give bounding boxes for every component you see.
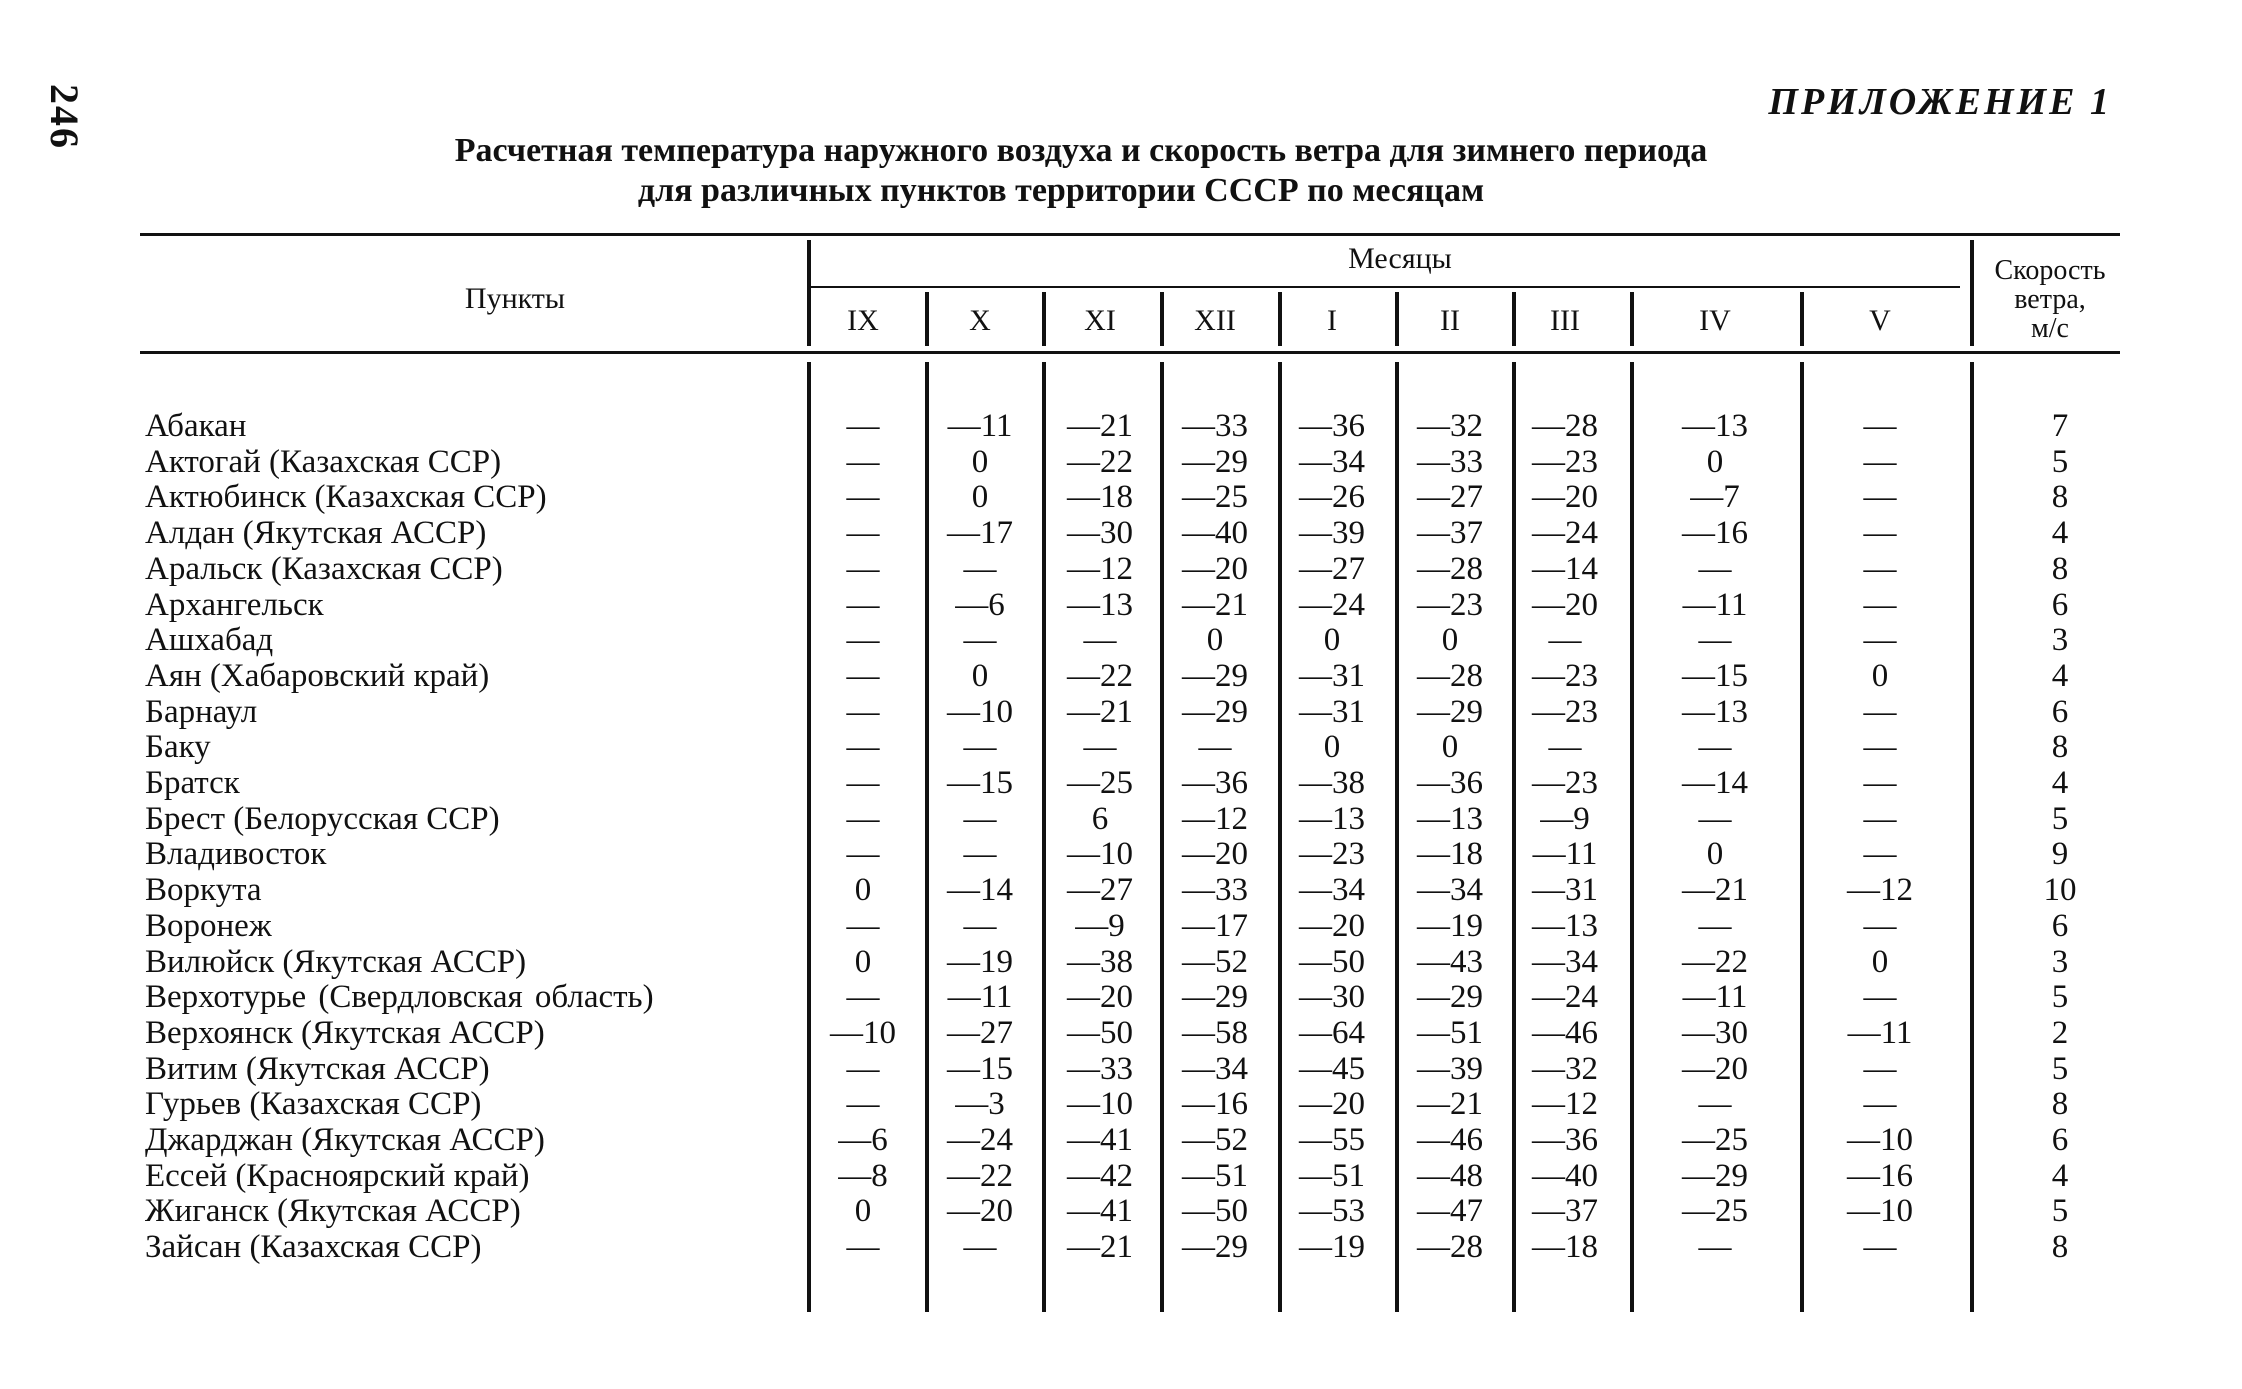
row-point-name: Архангельск — [145, 586, 324, 623]
temperature-cell: —15 — [1682, 657, 1748, 694]
row-point-name: Верхотурье (Свердловская область) — [145, 979, 654, 1016]
temperature-cell: —55 — [1299, 1122, 1365, 1158]
temperature-cell: —21 — [1067, 1229, 1133, 1266]
temperature-cell: —30 — [1067, 515, 1133, 552]
temperature-cell: —18 — [1417, 836, 1483, 873]
wind-speed-cell: 2 — [2051, 1014, 2069, 1051]
temperature-cell: —12 — [1847, 872, 1913, 909]
header-bottom-rule — [140, 351, 2120, 354]
temperature-cell: —16 — [1682, 515, 1748, 552]
temperature-cell: —23 — [1532, 657, 1598, 694]
temperature-cell: —41 — [1067, 1193, 1133, 1230]
temperature-cell: —13 — [1682, 408, 1748, 444]
temperature-cell: —14 — [1532, 550, 1598, 587]
months-header-rule — [810, 286, 1960, 288]
temperature-cell: —19 — [1299, 1229, 1365, 1266]
temperature-cell: 6 — [1091, 800, 1109, 837]
header-column-divider — [1970, 240, 1974, 346]
temperature-cell: —33 — [1417, 443, 1483, 480]
temperature-cell: —33 — [1182, 408, 1248, 444]
temperature-cell: —20 — [947, 1193, 1013, 1230]
temperature-cell: —20 — [1182, 550, 1248, 587]
row-point-name: Ашхабад — [145, 622, 274, 659]
wind-speed-cell: 10 — [2043, 872, 2077, 909]
temperature-cell: 0 — [1871, 657, 1889, 694]
temperature-cell: — — [846, 729, 880, 766]
row-point-name: Барнаул — [145, 693, 258, 730]
temperature-cell: —12 — [1532, 1086, 1598, 1123]
temperature-cell: —6 — [955, 586, 1005, 623]
temperature-cell: —41 — [1067, 1122, 1133, 1158]
temperature-cell: —36 — [1182, 765, 1248, 801]
temperature-cell: —29 — [1682, 1157, 1748, 1194]
temperature-cell: —11 — [1682, 979, 1748, 1016]
temperature-cell: —29 — [1417, 693, 1483, 730]
header-points: Пункты — [464, 282, 566, 315]
temperature-cell: —10 — [830, 1014, 896, 1051]
temperature-cell: —10 — [1067, 1086, 1133, 1123]
temperature-cell: —21 — [1067, 693, 1133, 730]
wind-speed-cell: 7 — [2051, 408, 2069, 444]
temperature-cell: —37 — [1532, 1193, 1598, 1230]
temperature-cell: 0 — [854, 943, 872, 980]
temperature-cell: — — [1698, 622, 1732, 659]
temperature-cell: —22 — [1067, 443, 1133, 480]
temperature-cell: —17 — [1182, 907, 1248, 944]
month-header-iv: IV — [1699, 304, 1731, 337]
temperature-cell: — — [1863, 1229, 1897, 1266]
temperature-cell: — — [1863, 408, 1897, 444]
temperature-cell: —36 — [1417, 765, 1483, 801]
temperature-cell: —25 — [1067, 765, 1133, 801]
temperature-cell: — — [963, 800, 997, 837]
temperature-cell: — — [1698, 1229, 1732, 1266]
temperature-cell: — — [963, 907, 997, 944]
temperature-cell: —23 — [1417, 586, 1483, 623]
temperature-cell: — — [1863, 443, 1897, 480]
row-point-name: Баку — [145, 729, 211, 766]
temperature-cell: —22 — [947, 1157, 1013, 1194]
row-point-name: Воркута — [145, 872, 262, 909]
row-point-name: Актюбинск (Казахская ССР) — [145, 479, 547, 516]
temperature-cell: — — [846, 657, 880, 694]
header-speed-line2: ветра, — [2014, 284, 2086, 315]
header-speed-line3: м/с — [2031, 313, 2069, 344]
header-column-divider — [925, 292, 929, 346]
temperature-cell: —29 — [1417, 979, 1483, 1016]
wind-speed-cell: 5 — [2051, 800, 2069, 837]
temperature-cell: —27 — [1417, 479, 1483, 516]
header-column-divider — [1395, 292, 1399, 346]
row-point-name: Жиганск (Якутская АССР) — [145, 1193, 521, 1230]
temperature-cell: 0 — [971, 479, 989, 516]
temperature-cell: — — [1863, 979, 1897, 1016]
row-point-name: Джарджан (Якутская АССР) — [145, 1122, 545, 1158]
temperature-cell: —11 — [1682, 586, 1748, 623]
temperature-cell: —21 — [1682, 872, 1748, 909]
temperature-cell: —18 — [1067, 479, 1133, 516]
temperature-cell: —28 — [1417, 550, 1483, 587]
wind-speed-cell: 8 — [2051, 729, 2069, 766]
temperature-cell: —19 — [947, 943, 1013, 980]
temperature-cell: —23 — [1299, 836, 1365, 873]
temperature-cell: —14 — [1682, 765, 1748, 801]
wind-speed-cell: 3 — [2051, 622, 2069, 659]
temperature-cell: —64 — [1299, 1014, 1365, 1051]
temperature-cell: — — [1698, 907, 1732, 944]
wind-speed-cell: 6 — [2051, 1122, 2069, 1158]
wind-speed-cell: 4 — [2051, 765, 2069, 801]
temperature-cell: —42 — [1067, 1157, 1133, 1194]
temperature-cell: 0 — [1871, 943, 1889, 980]
temperature-cell: —20 — [1299, 1086, 1365, 1123]
wind-speed-cell: 4 — [2051, 1157, 2069, 1194]
row-point-name: Владивосток — [145, 836, 327, 873]
temperature-cell: — — [1863, 1086, 1897, 1123]
header-speed-line1: Скорость — [1994, 255, 2106, 286]
row-point-name: Аян (Хабаровский край) — [145, 657, 490, 694]
temperature-cell: —51 — [1182, 1157, 1248, 1194]
temperature-cell: —20 — [1182, 836, 1248, 873]
temperature-cell: —17 — [947, 515, 1013, 552]
temperature-cell: — — [846, 1050, 880, 1087]
temperature-cell: — — [846, 1229, 880, 1266]
temperature-cell: —20 — [1532, 586, 1598, 623]
temperature-cell: —28 — [1417, 657, 1483, 694]
temperature-cell: — — [1863, 765, 1897, 801]
temperature-cell: —13 — [1532, 907, 1598, 944]
temperature-cell: —10 — [1847, 1193, 1913, 1230]
temperature-cell: —13 — [1299, 800, 1365, 837]
temperature-cell: —29 — [1182, 979, 1248, 1016]
temperature-cell: —51 — [1299, 1157, 1365, 1194]
temperature-cell: —26 — [1299, 479, 1365, 516]
wind-speed-cell: 4 — [2051, 515, 2069, 552]
header-column-divider — [1800, 292, 1804, 346]
temperature-cell: —51 — [1417, 1014, 1483, 1051]
temperature-cell: — — [1548, 622, 1582, 659]
row-point-name: Абакан — [145, 408, 247, 444]
wind-speed-cell: 6 — [2051, 586, 2069, 623]
temperature-cell: — — [846, 693, 880, 730]
temperature-cell: — — [963, 622, 997, 659]
wind-speed-cell: 6 — [2051, 907, 2069, 944]
header-months: Месяцы — [1348, 242, 1452, 275]
temperature-cell: —11 — [947, 408, 1013, 444]
temperature-cell: — — [1863, 800, 1897, 837]
row-point-name: Алдан (Якутская АССР) — [145, 515, 487, 552]
temperature-cell: 0 — [854, 872, 872, 909]
temperature-cell: —50 — [1182, 1193, 1248, 1230]
temperature-cell: —7 — [1690, 479, 1740, 516]
temperature-cell: —27 — [947, 1014, 1013, 1051]
page-number: 246 — [42, 84, 87, 150]
temperature-cell: — — [1863, 1050, 1897, 1087]
temperature-cell: —58 — [1182, 1014, 1248, 1051]
temperature-cell: 0 — [854, 1193, 872, 1230]
temperature-cell: — — [846, 836, 880, 873]
temperature-cell: — — [963, 1229, 997, 1266]
wind-speed-cell: 5 — [2051, 979, 2069, 1016]
month-header-v: V — [1869, 304, 1891, 337]
temperature-cell: —21 — [1067, 408, 1133, 444]
wind-speed-cell: 5 — [2051, 1050, 2069, 1087]
temperature-cell: —28 — [1532, 408, 1598, 444]
temperature-cell: —29 — [1182, 1229, 1248, 1266]
temperature-cell: — — [1863, 586, 1897, 623]
temperature-cell: —38 — [1299, 765, 1365, 801]
temperature-cell: —15 — [947, 765, 1013, 801]
temperature-cell: —13 — [1682, 693, 1748, 730]
temperature-cell: — — [846, 479, 880, 516]
temperature-cell: — — [846, 550, 880, 587]
month-header-ix: IX — [847, 304, 879, 337]
temperature-cell: —34 — [1417, 872, 1483, 909]
temperature-cell: — — [1863, 622, 1897, 659]
temperature-cell: —8 — [838, 1157, 888, 1194]
header-column-divider — [807, 240, 811, 346]
temperature-cell: —23 — [1532, 693, 1598, 730]
temperature-cell: —13 — [1417, 800, 1483, 837]
temperature-cell: —24 — [1532, 515, 1598, 552]
wind-speed-cell: 8 — [2051, 1086, 2069, 1123]
temperature-cell: —39 — [1417, 1050, 1483, 1087]
temperature-cell: —40 — [1532, 1157, 1598, 1194]
temperature-cell: —50 — [1067, 1014, 1133, 1051]
temperature-cell: —36 — [1299, 408, 1365, 444]
temperature-cell: —24 — [1532, 979, 1598, 1016]
temperature-cell: —52 — [1182, 1122, 1248, 1158]
header-column-divider — [1278, 292, 1282, 346]
temperature-cell: —32 — [1532, 1050, 1598, 1087]
temperature-cell: —19 — [1417, 907, 1483, 944]
temperature-cell: —30 — [1299, 979, 1365, 1016]
row-point-name: Верхоянск (Якутская АССР) — [145, 1014, 545, 1051]
temperature-cell: —11 — [947, 979, 1013, 1016]
month-header-iii: III — [1550, 304, 1580, 337]
temperature-cell: —15 — [947, 1050, 1013, 1087]
temperature-cell: — — [846, 622, 880, 659]
temperature-cell: — — [846, 765, 880, 801]
temperature-cell: —46 — [1417, 1122, 1483, 1158]
temperature-cell: —27 — [1299, 550, 1365, 587]
wind-speed-cell: 5 — [2051, 443, 2069, 480]
temperature-cell: —53 — [1299, 1193, 1365, 1230]
temperature-cell: —30 — [1682, 1014, 1748, 1051]
row-point-name: Актогай (Казахская ССР) — [145, 443, 502, 480]
month-header-xi: XI — [1084, 304, 1116, 337]
temperature-cell: — — [1863, 836, 1897, 873]
temperature-cell: —33 — [1067, 1050, 1133, 1087]
temperature-cell: — — [1083, 729, 1117, 766]
temperature-cell: —3 — [955, 1086, 1005, 1123]
wind-speed-cell: 3 — [2051, 943, 2069, 980]
header-column-divider — [1512, 292, 1516, 346]
temperature-cell: 0 — [1206, 622, 1224, 659]
temperature-cell: —16 — [1847, 1157, 1913, 1194]
temperature-cell: —20 — [1532, 479, 1598, 516]
temperature-cell: — — [1863, 550, 1897, 587]
temperature-cell: —18 — [1532, 1229, 1598, 1266]
temperature-cell: — — [846, 515, 880, 552]
temperature-cell: —40 — [1182, 515, 1248, 552]
temperature-cell: —29 — [1182, 693, 1248, 730]
row-point-name: Братск — [145, 765, 240, 801]
temperature-cell: —48 — [1417, 1157, 1483, 1194]
temperature-cell: — — [1698, 550, 1732, 587]
temperature-cell: —10 — [1067, 836, 1133, 873]
row-point-name: Витим (Якутская АССР) — [145, 1050, 490, 1087]
temperature-cell: —21 — [1182, 586, 1248, 623]
temperature-cell: —13 — [1067, 586, 1133, 623]
temperature-cell: — — [846, 1086, 880, 1123]
row-point-name: Брест (Белорусская ССР) — [145, 800, 500, 837]
temperature-cell: — — [1198, 729, 1232, 766]
temperature-cell: —34 — [1299, 443, 1365, 480]
temperature-cell: —34 — [1182, 1050, 1248, 1087]
temperature-cell: —14 — [947, 872, 1013, 909]
temperature-cell: —25 — [1682, 1122, 1748, 1158]
temperature-cell: — — [1698, 800, 1732, 837]
temperature-cell: —27 — [1067, 872, 1133, 909]
month-header-xii: XII — [1194, 304, 1236, 337]
temperature-cell: —45 — [1299, 1050, 1365, 1087]
wind-speed-cell: 9 — [2051, 836, 2069, 873]
temperature-cell: 0 — [1441, 622, 1459, 659]
temperature-cell: —43 — [1417, 943, 1483, 980]
temperature-cell: —23 — [1532, 443, 1598, 480]
column-divider — [1630, 362, 1634, 1312]
temperature-cell: —11 — [1847, 1014, 1913, 1051]
temperature-cell: — — [1698, 1086, 1732, 1123]
temperature-cell: — — [1698, 729, 1732, 766]
month-header-i: I — [1327, 304, 1337, 337]
wind-speed-cell: 8 — [2051, 479, 2069, 516]
temperature-cell: 0 — [971, 657, 989, 694]
temperature-cell: — — [1863, 693, 1897, 730]
temperature-cell: —24 — [947, 1122, 1013, 1158]
temperature-cell: —16 — [1182, 1086, 1248, 1123]
temperature-cell: — — [1863, 907, 1897, 944]
temperature-cell: —28 — [1417, 1229, 1483, 1266]
temperature-cell: —20 — [1299, 907, 1365, 944]
header-column-divider — [1630, 292, 1634, 346]
temperature-cell: — — [846, 979, 880, 1016]
temperature-cell: — — [1083, 622, 1117, 659]
temperature-cell: 0 — [1323, 729, 1341, 766]
header-column-divider — [1042, 292, 1046, 346]
temperature-cell: —34 — [1299, 872, 1365, 909]
temperature-cell: 0 — [1323, 622, 1341, 659]
wind-speed-cell: 5 — [2051, 1193, 2069, 1230]
temperature-cell: —31 — [1532, 872, 1598, 909]
row-point-name: Вилюйск (Якутская АССР) — [145, 943, 527, 980]
temperature-cell: —50 — [1299, 943, 1365, 980]
temperature-cell: —31 — [1299, 693, 1365, 730]
temperature-cell: 0 — [1706, 443, 1724, 480]
temperature-cell: —32 — [1417, 408, 1483, 444]
temperature-cell: —12 — [1067, 550, 1133, 587]
temperature-cell: — — [846, 586, 880, 623]
temperature-cell: —33 — [1182, 872, 1248, 909]
temperature-cell: — — [963, 550, 997, 587]
temperature-cell: —47 — [1417, 1193, 1483, 1230]
temperature-cell: —36 — [1532, 1122, 1598, 1158]
wind-speed-cell: 6 — [2051, 693, 2069, 730]
wind-speed-cell: 8 — [2051, 1229, 2069, 1266]
temperature-cell: 0 — [1441, 729, 1459, 766]
temperature-cell: —37 — [1417, 515, 1483, 552]
temperature-cell: — — [846, 408, 880, 444]
temperature-cell: —25 — [1682, 1193, 1748, 1230]
temperature-cell: —31 — [1299, 657, 1365, 694]
temperature-cell: 0 — [1706, 836, 1724, 873]
row-point-name: Зайсан (Казахская ССР) — [145, 1229, 482, 1266]
temperature-cell: —11 — [1532, 836, 1598, 873]
temperature-cell: —12 — [1182, 800, 1248, 837]
temperature-cell: — — [846, 907, 880, 944]
temperature-cell: —39 — [1299, 515, 1365, 552]
appendix-label: ПРИЛОЖЕНИЕ 1 — [1768, 81, 2112, 123]
temperature-cell: — — [846, 443, 880, 480]
month-header-ii: II — [1440, 304, 1460, 337]
page-title: Расчетная температура наружного воздуха и скорость ветра для зимнего периода — [454, 132, 1708, 169]
temperature-cell: — — [1863, 479, 1897, 516]
temperature-cell: 0 — [971, 443, 989, 480]
column-divider — [1970, 362, 1974, 1312]
temperature-cell: — — [1863, 729, 1897, 766]
temperature-cell: —9 — [1075, 907, 1125, 944]
temperature-cell: —6 — [838, 1122, 888, 1158]
month-header-x: X — [969, 304, 991, 337]
temperature-cell: —20 — [1067, 979, 1133, 1016]
temperature-cell: —21 — [1417, 1086, 1483, 1123]
temperature-cell: —34 — [1532, 943, 1598, 980]
temperature-cell: —29 — [1182, 657, 1248, 694]
temperature-cell: —25 — [1182, 479, 1248, 516]
table-top-rule — [140, 233, 2120, 236]
temperature-cell: —38 — [1067, 943, 1133, 980]
wind-speed-cell: 4 — [2051, 657, 2069, 694]
temperature-cell: —9 — [1540, 800, 1590, 837]
temperature-cell: —23 — [1532, 765, 1598, 801]
temperature-cell: —20 — [1682, 1050, 1748, 1087]
page-subtitle: для различных пунктов территории СССР по месяцам — [637, 172, 1485, 209]
temperature-cell: —10 — [947, 693, 1013, 730]
wind-speed-cell: 8 — [2051, 550, 2069, 587]
row-point-name: Воронеж — [145, 907, 272, 944]
row-point-name: Гурьев (Казахская ССР) — [145, 1086, 482, 1123]
temperature-cell: — — [963, 729, 997, 766]
temperature-cell: —52 — [1182, 943, 1248, 980]
temperature-cell: — — [1863, 515, 1897, 552]
temperature-cell: —10 — [1847, 1122, 1913, 1158]
temperature-cell: — — [1548, 729, 1582, 766]
row-point-name: Ессей (Красноярский край) — [145, 1157, 530, 1194]
temperature-cell: — — [963, 836, 997, 873]
temperature-cell: —46 — [1532, 1014, 1598, 1051]
temperature-cell: —24 — [1299, 586, 1365, 623]
row-point-name: Аральск (Казахская ССР) — [145, 550, 503, 587]
temperature-cell: —22 — [1067, 657, 1133, 694]
temperature-cell: —29 — [1182, 443, 1248, 480]
temperature-cell: —22 — [1682, 943, 1748, 980]
column-divider — [1800, 362, 1804, 1312]
temperature-cell: — — [846, 800, 880, 837]
header-column-divider — [1160, 292, 1164, 346]
